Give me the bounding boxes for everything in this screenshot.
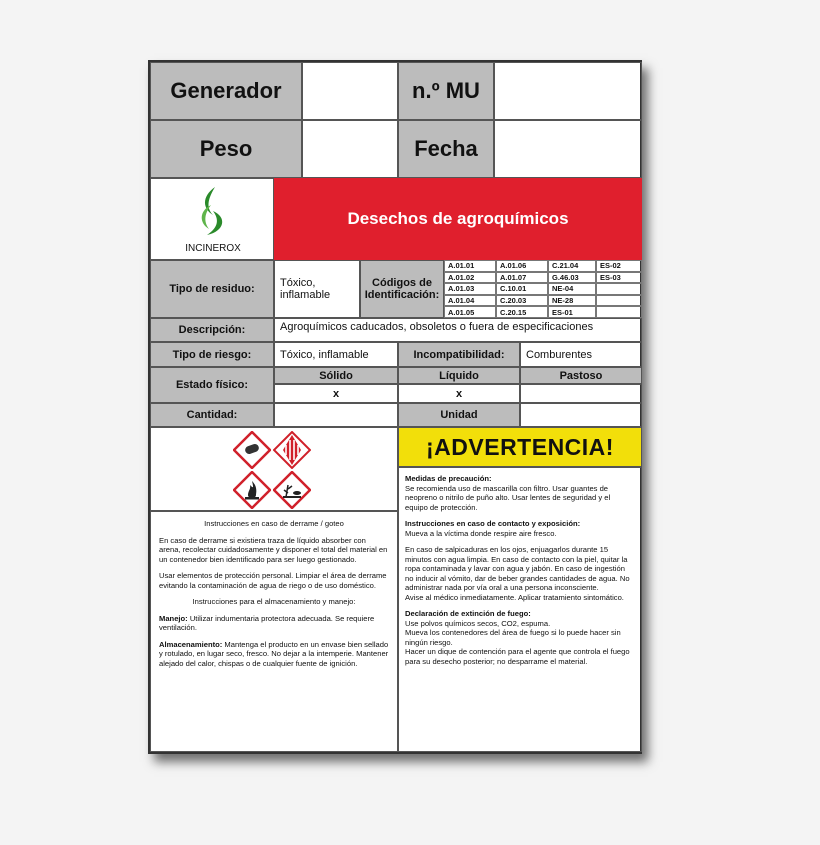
flame-icon [233, 471, 271, 509]
estado-label: Estado físico: [150, 367, 274, 403]
generador-field[interactable] [302, 62, 398, 120]
code-cell [596, 283, 642, 295]
code-cell: NE-28 [548, 295, 596, 307]
code-cell [596, 295, 642, 307]
code-cell: ES-02 [596, 260, 642, 272]
cantidad-label: Cantidad: [150, 403, 274, 427]
code-cell: A.01.02 [444, 272, 496, 284]
incompatibilidad-label: Incompatibilidad: [398, 342, 520, 367]
code-cell: A.01.06 [496, 260, 548, 272]
left-instructions [150, 511, 398, 752]
almacenamiento-label: Almacenamiento: [159, 639, 223, 649]
environment-hazard-icon [273, 471, 311, 509]
pastoso-header: Pastoso [520, 367, 642, 384]
warning-banner: ¡ADVERTENCIA! [398, 427, 642, 467]
code-cell: A.01.03 [444, 283, 496, 295]
descripcion-label: Descripción: [150, 318, 274, 342]
code-cell: A.01.04 [444, 295, 496, 307]
pastoso-mark[interactable] [520, 384, 642, 403]
medidas-text: Se recomienda uso de mascarilla con filtro. Usar guantes de neopreno o nitrilo de puño alto. Usar lentes de seguridad y el equipo de protección. [405, 483, 611, 512]
descripcion-value: Agroquímicos caducados, obsoletos o fuera de especificaciones [274, 318, 642, 342]
mu-field[interactable] [494, 62, 642, 120]
waste-title: Desechos de agroquímicos [274, 178, 642, 260]
manejo-text: Utilizar indumentaria protectora adecuada. Se requiere ventilación. [159, 613, 375, 632]
mu-label: n.º MU [398, 62, 494, 120]
cantidad-field[interactable] [274, 403, 398, 427]
code-cell: A.01.05 [444, 306, 496, 318]
liquido-mark[interactable]: x [398, 384, 520, 403]
unidad-field[interactable] [520, 403, 642, 427]
manejo-label: Manejo: [159, 613, 188, 623]
riesgo-value: Tóxico, inflamable [274, 342, 398, 367]
tipo-residuo-value: Tóxico, inflamable [274, 260, 360, 318]
code-cell: C.21.04 [548, 260, 596, 272]
pictogram-box [150, 427, 398, 511]
right-instructions [398, 467, 642, 752]
brand-name: INCINEROX [185, 243, 241, 254]
tipo-residuo-label: Tipo de residuo: [150, 260, 274, 318]
contacto-text: Mueva a la víctima donde respire aire fresco. [405, 528, 557, 538]
medico-text: Avise al médico inmediatamente. Aplicar tratamiento sintomático. [405, 592, 624, 602]
fuego-line-3: Hacer un dique de contención para el agente que controla el fuego para su desecho posterior; no desparrame el material. [405, 647, 630, 666]
riesgo-label: Tipo de riesgo: [150, 342, 274, 367]
derrame-p1: En caso de derrame si existiera traza de líquido absorber con arena, recolectar cuidadosamente y disponer el total del material en un contenedor bien identificado para ser luego gestionado. [159, 535, 388, 564]
fecha-label: Fecha [398, 120, 494, 178]
code-cell: A.01.07 [496, 272, 548, 284]
fuego-line-2: Mueva los contenedores del área de fuego si lo puede hacer sin ningún riesgo. [405, 628, 621, 647]
peso-field[interactable] [302, 120, 398, 178]
code-cell: NE-04 [548, 283, 596, 295]
salpicaduras-text: En caso de salpicaduras en los ojos, enjuagarlos durante 15 minutos con agua limpia. En caso de contacto con la piel, quitar la ropa contaminada y lavar con agua y jabón. En caso de ingestión no inducir al vómito, dar de beber grandes cantidades de agua. No administrar nada por vía oral a una persona inconsciente. [405, 545, 630, 592]
generador-label: Generador [150, 62, 302, 120]
peso-label: Peso [150, 120, 302, 178]
hazard-label-card [148, 60, 642, 754]
fuego-title: Declaración de extinción de fuego: [405, 609, 531, 618]
codes-grid [444, 260, 642, 318]
flammable-solid-icon [273, 431, 311, 469]
incompatibilidad-value: Comburentes [520, 342, 642, 367]
leaf-logo-icon [193, 185, 233, 237]
medidas-title: Medidas de precaución: [405, 474, 492, 483]
code-cell: G.46.03 [548, 272, 596, 284]
code-cell: A.01.01 [444, 260, 496, 272]
almacenamiento-text: Mantenga el producto en un envase bien sellado y rotulado, en lugar seco, fresco. No dejar a la intemperie. Mantener alejado del calor, chispas o de cualquier fuente de ignición. [159, 639, 389, 668]
code-cell: C.20.15 [496, 306, 548, 318]
code-cell: C.10.01 [496, 283, 548, 295]
contacto-title: Instrucciones en caso de contacto y exposición: [405, 519, 581, 528]
solido-mark[interactable]: x [274, 384, 398, 403]
manejo-paragraph [159, 614, 389, 633]
code-cell: ES-01 [548, 306, 596, 318]
derrame-title: Instrucciones en caso de derrame / goteo [204, 519, 344, 528]
code-cell [596, 306, 642, 318]
codigos-label: Códigos de Identificación: [360, 260, 444, 318]
logo-box [150, 178, 274, 260]
derrame-p2: Usar elementos de protección personal. Limpiar el área de derrame evitando la contaminación de agua de riego o de uso doméstico. [159, 571, 387, 590]
code-cell: ES-03 [596, 272, 642, 284]
gas-cylinder-icon [233, 431, 271, 469]
liquido-header: Líquido [398, 367, 520, 384]
code-cell: C.20.03 [496, 295, 548, 307]
fecha-field[interactable] [494, 120, 642, 178]
almacenamiento-title: Instrucciones para el almacenamiento y manejo: [192, 597, 356, 606]
unidad-label: Unidad [398, 403, 520, 427]
fuego-line-1: Use polvos químicos secos, CO2, espuma. [405, 618, 551, 628]
solido-header: Sólido [274, 367, 398, 384]
almacenamiento-paragraph [159, 640, 389, 669]
